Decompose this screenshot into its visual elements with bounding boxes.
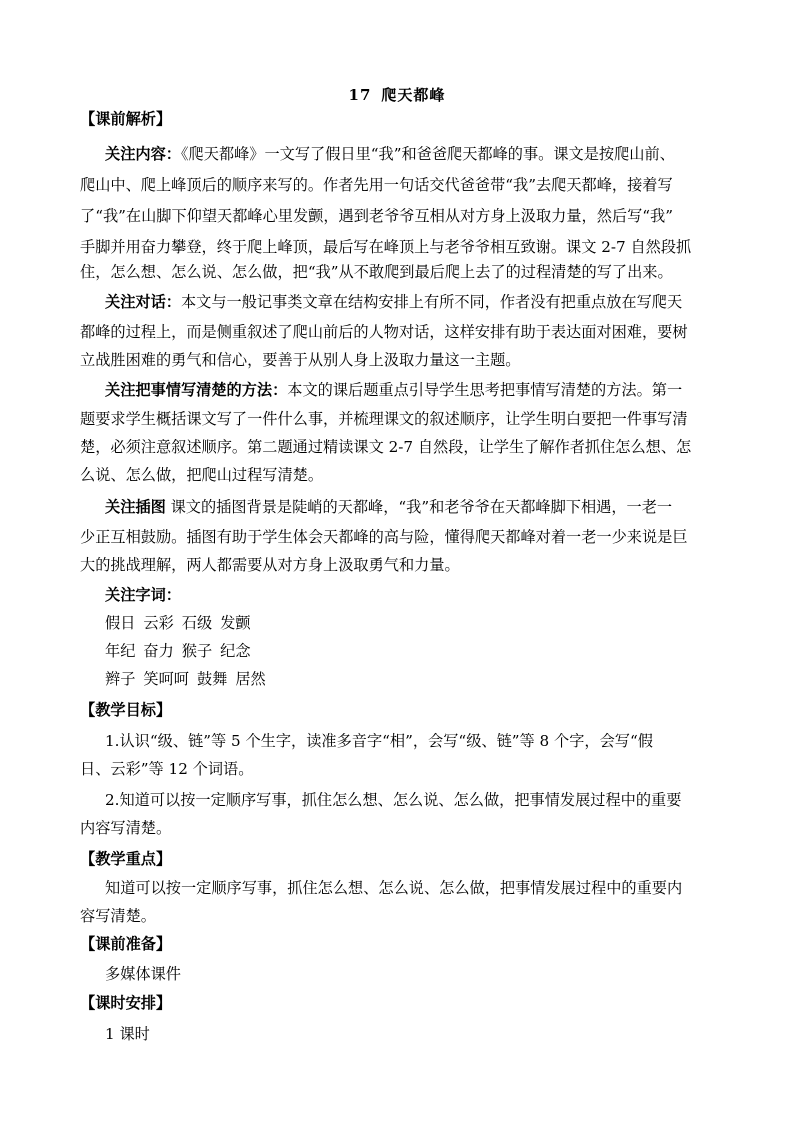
keypoints-line: 知道可以按一定顺序写事，抓住怎么想、怎么说、怎么做，把事情发展过程中的重要内 bbox=[105, 879, 683, 897]
word-item: 鼓舞 bbox=[196, 670, 228, 688]
word-item: 居然 bbox=[235, 670, 266, 688]
content-paragraph-line: 关注内容：《爬天都峰》一文写了假日里“我”和爸爸爬天都峰的事。课文是按爬山前、 bbox=[105, 145, 675, 163]
keypoints-line: 容写清楚。 bbox=[80, 907, 156, 925]
section-heading-keypoints: 【教学重点】 bbox=[80, 850, 172, 868]
method-paragraph-line: 么说、怎么做，把爬山过程写清楚。 bbox=[80, 466, 323, 484]
section-heading-preparation: 【课前准备】 bbox=[80, 935, 172, 953]
illustration-paragraph-line: 少正互相鼓励。插图有助于学生体会天都峰的高与险，懂得爬天都峰对着一老一少来说是巨 bbox=[80, 528, 688, 546]
section-heading-schedule: 【课时安排】 bbox=[80, 994, 172, 1012]
word-row bbox=[105, 613, 259, 633]
dialogue-paragraph-line: 都峰的过程上，而是侧重叙述了爬山前后的人物对话，这样安排有助于表达面对困难，要树 bbox=[80, 323, 688, 341]
word-item: 假日 bbox=[105, 614, 136, 632]
lesson-number: 17 bbox=[348, 86, 372, 104]
goals-line: 日、云彩”等 12 个词语。 bbox=[80, 760, 254, 778]
word-row bbox=[105, 641, 259, 661]
illustration-paragraph-line: 关注插图 课文的插图背景是陡峭的天都峰，“我”和老爷爷在天都峰脚下相遇，一老一 bbox=[105, 498, 673, 516]
content-paragraph-line: 手脚并用奋力攀登，终于爬上峰顶，最后写在峰顶上与老爷爷相互致谢。课文 2-7 自然段抓 bbox=[80, 238, 692, 256]
word-item: 笑呵呵 bbox=[143, 670, 189, 688]
method-paragraph-line: 楚，必须注意叙述顺序。第二题通过精读课文 2-7 自然段，让学生了解作者抓住怎么想、怎 bbox=[80, 438, 692, 456]
word-row bbox=[105, 669, 274, 689]
content-paragraph-line: 住，怎么想、怎么说、怎么做，把“我”从不敢爬到最后爬上去了的过程清楚的写了出来。 bbox=[80, 263, 673, 281]
dialogue-paragraph-line: 关注对话：本文与一般记事类文章在结构安排上有所不同，作者没有把重点放在写爬天 bbox=[105, 293, 683, 311]
word-item: 发颤 bbox=[220, 614, 251, 632]
word-item: 猴子 bbox=[181, 642, 213, 660]
section-heading-analysis: 【课前解析】 bbox=[80, 110, 172, 128]
goals-line: 1.认识“级、链”等 5 个生字，读准多音字“相”，会写“级、链”等 8 个字，会写“假 bbox=[105, 732, 653, 750]
word-item: 奋力 bbox=[143, 642, 174, 660]
schedule-text: 1 课时 bbox=[105, 1025, 150, 1043]
words-label: 关注字词： bbox=[105, 586, 181, 604]
word-item: 云彩 bbox=[143, 614, 174, 632]
word-item: 石级 bbox=[181, 614, 213, 632]
content-label: 关注内容： bbox=[105, 145, 181, 163]
content-paragraph-line: 爬山中、爬上峰顶后的顺序来写的。作者先用一句话交代爸爸带“我”去爬天都峰，接着写 bbox=[80, 176, 673, 194]
method-label: 关注把事情写清楚的方法： bbox=[105, 381, 288, 399]
method-paragraph-line: 关注把事情写清楚的方法：本文的课后题重点引导学生思考把事情写清楚的方法。第一 bbox=[105, 381, 683, 399]
illustration-label: 关注插图 bbox=[105, 498, 166, 516]
word-item: 辫子 bbox=[105, 670, 136, 688]
preparation-text: 多媒体课件 bbox=[105, 965, 181, 983]
lesson-title bbox=[0, 84, 794, 105]
goals-line: 内容写清楚。 bbox=[80, 819, 172, 837]
section-heading-goals: 【教学目标】 bbox=[80, 701, 172, 719]
method-paragraph-line: 题要求学生概括课文写了一件什么事，并梳理课文的叙述顺序，让学生明白要把一件事写清 bbox=[80, 410, 688, 428]
goals-line: 2.知道可以按一定顺序写事，抓住怎么想、怎么说、怎么做，把事情发展过程中的重要 bbox=[105, 791, 682, 809]
content-paragraph-line: 了“我”在山脚下仰望天都峰心里发颤，遇到老爷爷互相从对方身上汲取力量，然后写“我” bbox=[80, 207, 673, 225]
lesson-name: 爬天都峰 bbox=[381, 86, 446, 104]
word-item: 年纪 bbox=[105, 642, 136, 660]
dialogue-paragraph-line: 立战胜困难的勇气和信心，要善于从别人身上汲取力量这一主题。 bbox=[80, 351, 521, 369]
word-item: 纪念 bbox=[220, 642, 251, 660]
illustration-paragraph-line: 大的挑战理解，两人都需要从对方身上汲取勇气和力量。 bbox=[80, 556, 460, 574]
dialogue-label: 关注对话： bbox=[105, 293, 181, 311]
